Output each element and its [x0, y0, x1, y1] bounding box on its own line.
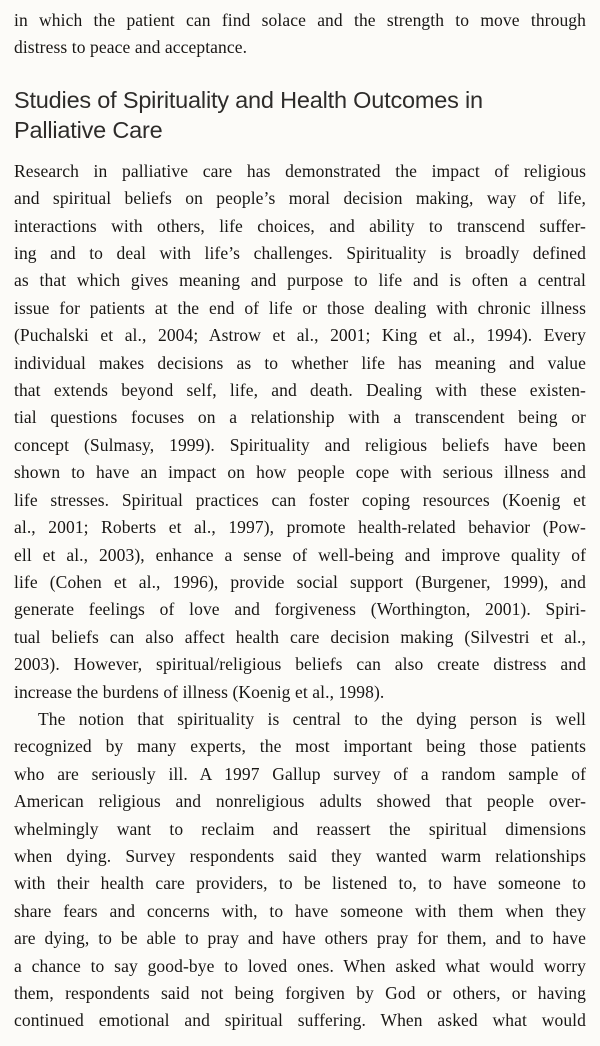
text-line: are dying, to be able to pray and have others pray for them, and to have: [14, 928, 586, 949]
text-line: with their health care providers, to be listened to, to have someone to: [14, 873, 586, 894]
text-line: tial questions focuses on a relationship with a transcendent being or: [14, 407, 586, 428]
text-line: Research in palliative care has demonstrated the impact of religious: [14, 160, 586, 181]
text-line: in which the patient can find solace and the strength to move through: [14, 10, 586, 30]
text-line: who are seriously ill. A 1997 Gallup survey of a random sample of: [14, 763, 586, 784]
text-line: that extends beyond self, life, and death. Dealing with these existen-: [14, 380, 586, 401]
text-line: shown to have an impact on how people cope with serious illness and: [14, 462, 586, 483]
text-line: as that which gives meaning and purpose to life and is often a central: [14, 270, 586, 291]
text-line: al., 2001; Roberts et al., 1997), promote health-related behavior (Pow-: [14, 517, 586, 538]
text-line: share fears and concerns with, to have someone with them when they: [14, 900, 586, 921]
text-line: recognized by many experts, the most important being those patients: [14, 736, 586, 757]
text-line: life stresses. Spiritual practices can foster coping resources (Koenig et: [14, 489, 586, 510]
text-line: when dying. Survey respondents said they wanted warm relationships: [14, 845, 586, 866]
text-line: them, respondents said not being forgiven by God or others, or having: [14, 983, 586, 1003]
paragraph-gallup: [14, 706, 586, 1035]
text-line: life (Cohen et al., 1996), provide social support (Burgener, 1999), and: [14, 571, 586, 592]
text-line: (Puchalski et al., 2004; Astrow et al., 2001; King et al., 1994). Every: [14, 325, 586, 346]
text-line: American religious and nonreligious adults showed that people over-: [14, 791, 586, 812]
intro-paragraph: [14, 7, 586, 62]
text-line: 2003). However, spiritual/religious beliefs can also create distress and: [14, 654, 586, 675]
text-line: increase the burdens of illness (Koenig et al., 1998).: [14, 681, 385, 702]
text-line: tual beliefs can also affect health care decision making (Silvestri et al.,: [14, 626, 586, 647]
text-line: ell et al., 2003), enhance a sense of well-being and improve quality of: [14, 544, 586, 565]
text-line: The notion that spirituality is central to the dying person is well: [38, 708, 586, 729]
text-line: issue for patients at the end of life or those dealing with chronic illness: [14, 297, 586, 318]
text-line: generate feelings of love and forgiveness (Worthington, 2001). Spiri-: [14, 599, 586, 620]
text-line: whelmingly want to reclaim and reassert the spiritual dimensions: [14, 818, 586, 839]
text-line: distress to peace and acceptance.: [14, 37, 248, 58]
text-line: individual makes decisions as to whether life has meaning and value: [14, 352, 586, 373]
text-line: continued emotional and spiritual suffering. When asked what would: [14, 1010, 586, 1031]
section-heading: [14, 85, 586, 145]
paragraph-research: [14, 158, 586, 706]
text-line: a chance to say good-bye to loved ones. When asked what would worry: [14, 955, 586, 976]
text-line: Palliative Care: [14, 116, 163, 143]
text-line: ing and to deal with life’s challenges. Spirituality is broadly defined: [14, 243, 586, 264]
text-line: Studies of Spirituality and Health Outcomes in: [14, 86, 483, 113]
text-line: concept (Sulmasy, 1999). Spirituality and religious beliefs have been: [14, 434, 586, 455]
text-line: and spiritual beliefs on people’s moral decision making, way of life,: [14, 188, 586, 209]
text-line: interactions with others, life choices, and ability to transcend suffer-: [14, 215, 586, 236]
